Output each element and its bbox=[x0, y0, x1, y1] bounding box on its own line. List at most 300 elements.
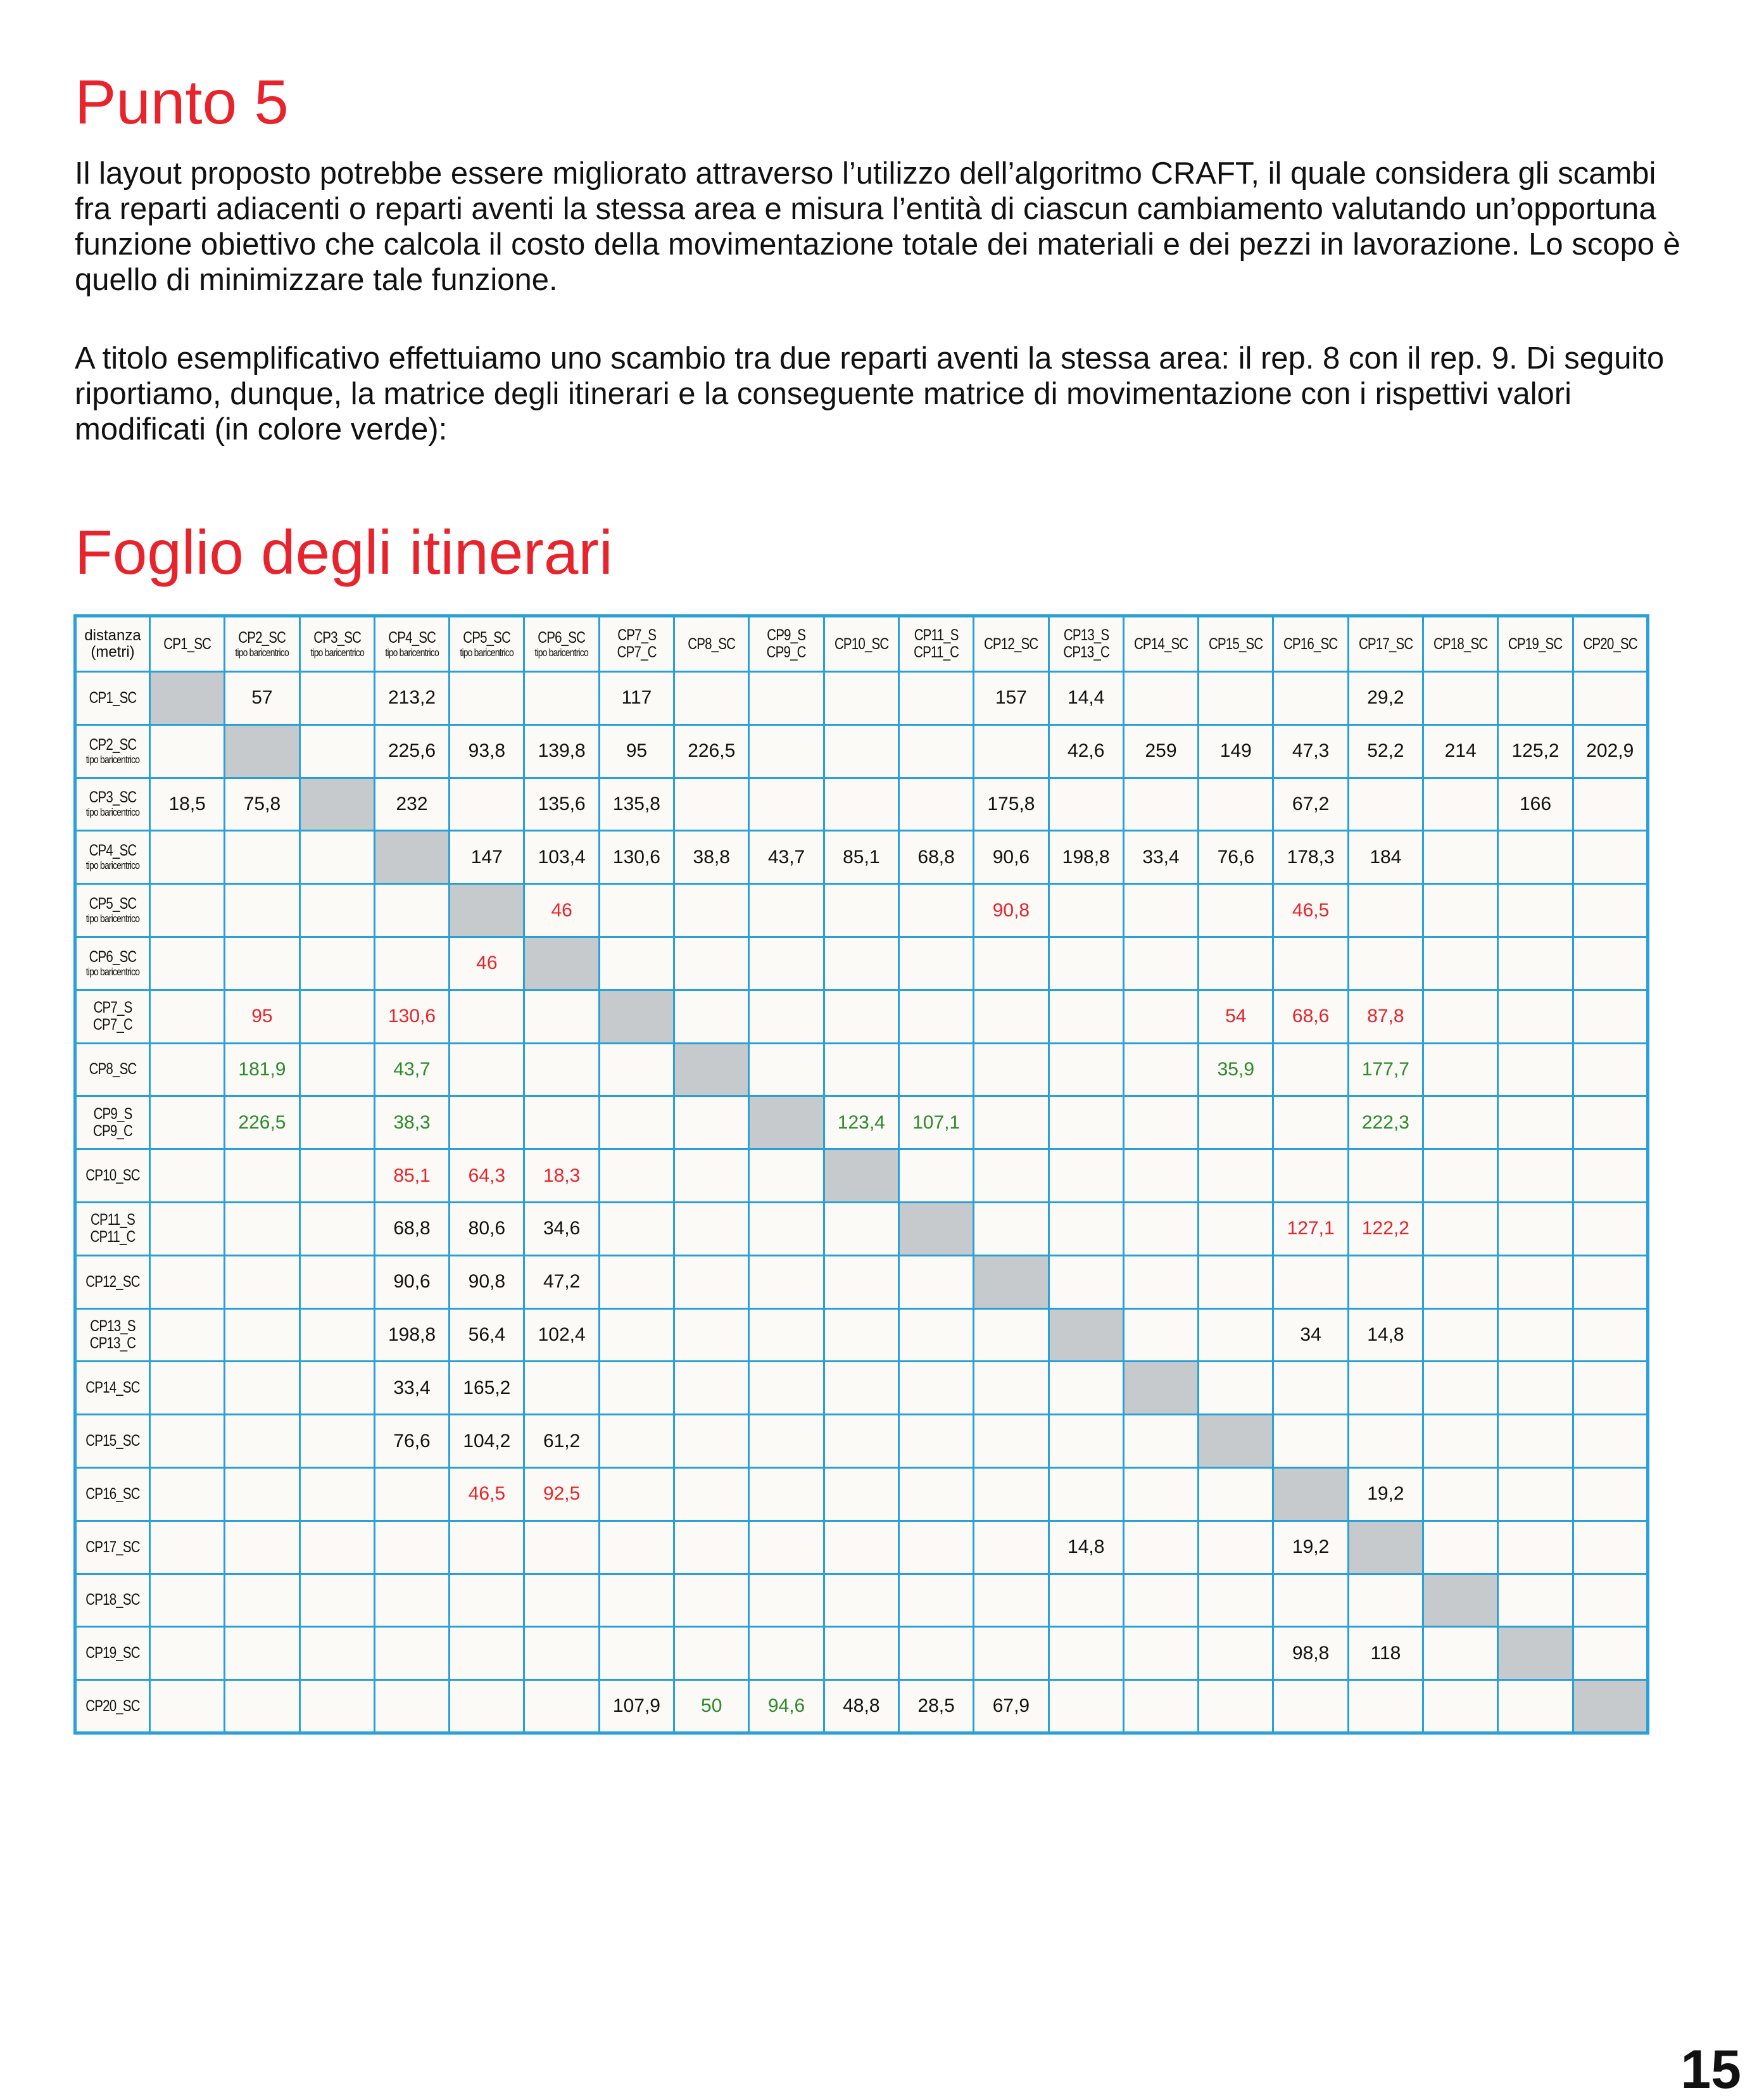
distance-cell bbox=[1049, 1043, 1123, 1096]
distance-cell bbox=[1498, 1362, 1573, 1415]
distance-cell bbox=[1573, 1415, 1647, 1468]
distance-cell: 33,4 bbox=[374, 1362, 449, 1415]
distance-cell: 166 bbox=[1498, 778, 1573, 831]
distance-cell: 46,5 bbox=[450, 1467, 524, 1521]
distance-cell bbox=[225, 937, 299, 990]
distance-cell bbox=[299, 724, 374, 778]
distance-cell: 122,2 bbox=[1348, 1202, 1423, 1255]
distance-cell bbox=[1049, 1096, 1123, 1149]
distance-cell: 38,8 bbox=[674, 831, 749, 884]
distance-cell bbox=[674, 1574, 749, 1627]
distance-cell bbox=[1348, 1574, 1423, 1627]
distance-cell bbox=[1123, 1255, 1198, 1308]
row-header bbox=[75, 1680, 150, 1733]
column-header bbox=[1049, 616, 1123, 672]
heading-punto-5: Punto 5 bbox=[75, 67, 289, 137]
distance-cell bbox=[150, 1308, 225, 1362]
distance-cell: 178,3 bbox=[1273, 831, 1348, 884]
distance-cell bbox=[898, 1308, 973, 1362]
distance-cell bbox=[898, 990, 973, 1043]
distance-cell bbox=[824, 1202, 898, 1255]
distance-cell bbox=[225, 884, 299, 937]
table-header-row bbox=[75, 616, 1648, 672]
distance-cell bbox=[1049, 990, 1123, 1043]
distance-cell bbox=[974, 1574, 1049, 1627]
distance-cell bbox=[150, 1627, 225, 1680]
distance-cell bbox=[150, 1467, 225, 1521]
distance-cell bbox=[1423, 884, 1498, 937]
distance-cell bbox=[1573, 831, 1647, 884]
distance-cell bbox=[299, 884, 374, 937]
distance-cell bbox=[824, 1308, 898, 1362]
distance-cell bbox=[599, 1149, 674, 1203]
row-header bbox=[75, 990, 150, 1043]
distance-cell: 127,1 bbox=[1273, 1202, 1348, 1255]
diagonal-cell bbox=[1573, 1680, 1647, 1733]
distance-cell bbox=[824, 724, 898, 778]
row-header bbox=[75, 1627, 150, 1680]
distance-cell: 54 bbox=[1199, 990, 1273, 1043]
distance-cell bbox=[1423, 1096, 1498, 1149]
distance-cell bbox=[1498, 1096, 1573, 1149]
distance-cell: 35,9 bbox=[1199, 1043, 1273, 1096]
distance-cell bbox=[1273, 1255, 1348, 1308]
distance-cell bbox=[674, 1308, 749, 1362]
table-row bbox=[75, 1308, 1648, 1362]
distance-cell bbox=[824, 1043, 898, 1096]
distance-cell bbox=[1199, 1149, 1273, 1203]
column-header-label: CP3_SC bbox=[313, 628, 361, 647]
table-row bbox=[75, 937, 1648, 990]
distance-cell bbox=[1423, 1415, 1498, 1468]
distance-cell bbox=[1049, 1680, 1123, 1733]
distance-cell bbox=[1273, 937, 1348, 990]
distance-cell bbox=[1423, 990, 1498, 1043]
column-header-label: CP4_SC bbox=[388, 628, 436, 647]
distance-cell bbox=[599, 1362, 674, 1415]
column-header-label: CP7_S bbox=[617, 626, 656, 644]
distance-cell: 107,1 bbox=[898, 1096, 973, 1149]
distance-cell bbox=[150, 1149, 225, 1203]
distance-cell bbox=[1498, 884, 1573, 937]
distance-cell bbox=[824, 1574, 898, 1627]
distance-cell bbox=[1423, 831, 1498, 884]
distance-cell bbox=[824, 1521, 898, 1574]
distance-cell: 46,5 bbox=[1273, 884, 1348, 937]
row-header-label: CP11_S bbox=[91, 1211, 135, 1229]
distance-cell bbox=[749, 990, 824, 1043]
distance-cell bbox=[1423, 1362, 1498, 1415]
distance-cell bbox=[1123, 1096, 1198, 1149]
distance-cell bbox=[450, 1680, 524, 1733]
distance-cell bbox=[974, 1149, 1049, 1203]
distance-cell: 95 bbox=[599, 724, 674, 778]
distance-cell bbox=[974, 1308, 1049, 1362]
distance-cell bbox=[1423, 937, 1498, 990]
table-row bbox=[75, 672, 1648, 725]
distance-cell bbox=[898, 884, 973, 937]
distance-cell: 52,2 bbox=[1348, 724, 1423, 778]
diagonal-cell bbox=[1199, 1415, 1273, 1468]
distance-cell: 98,8 bbox=[1273, 1627, 1348, 1680]
distance-cell bbox=[599, 1043, 674, 1096]
column-header bbox=[1273, 616, 1348, 672]
column-header-sublabel: CP7_C bbox=[617, 643, 657, 661]
distance-cell bbox=[1573, 1043, 1647, 1096]
diagonal-cell bbox=[974, 1255, 1049, 1308]
distance-cell bbox=[374, 937, 449, 990]
distance-cell bbox=[524, 1680, 599, 1733]
distance-cell bbox=[1123, 1043, 1198, 1096]
distance-cell: 43,7 bbox=[374, 1043, 449, 1096]
row-header bbox=[75, 1467, 150, 1521]
distance-cell: 198,8 bbox=[374, 1308, 449, 1362]
distance-cell bbox=[1123, 1149, 1198, 1203]
distance-cell bbox=[150, 1202, 225, 1255]
distance-cell bbox=[1273, 1680, 1348, 1733]
distance-cell: 47,3 bbox=[1273, 724, 1348, 778]
column-header-label: CP15_SC bbox=[1209, 635, 1263, 653]
distance-cell bbox=[225, 1680, 299, 1733]
row-header bbox=[75, 672, 150, 725]
table-row bbox=[75, 990, 1648, 1043]
distance-cell bbox=[898, 1149, 973, 1203]
distance-cell: 67,9 bbox=[974, 1680, 1049, 1733]
distance-cell bbox=[974, 1362, 1049, 1415]
column-header-label: CP2_SC bbox=[238, 628, 286, 647]
distance-cell bbox=[1123, 937, 1198, 990]
distance-cell: 213,2 bbox=[374, 672, 449, 725]
distance-cell: 19,2 bbox=[1273, 1521, 1348, 1574]
distance-cell bbox=[1273, 672, 1348, 725]
column-header-label: CP6_SC bbox=[538, 628, 586, 647]
row-header bbox=[75, 1521, 150, 1574]
distance-cell: 67,2 bbox=[1273, 778, 1348, 831]
distance-cell: 225,6 bbox=[374, 724, 449, 778]
distance-cell bbox=[1199, 937, 1273, 990]
diagonal-cell bbox=[299, 778, 374, 831]
distance-cell: 68,8 bbox=[374, 1202, 449, 1255]
distance-cell bbox=[1199, 1574, 1273, 1627]
distance-cell: 80,6 bbox=[450, 1202, 524, 1255]
distance-cell: 93,8 bbox=[450, 724, 524, 778]
distance-cell: 135,8 bbox=[599, 778, 674, 831]
distance-cell: 29,2 bbox=[1348, 672, 1423, 725]
distance-cell bbox=[1199, 778, 1273, 831]
row-header bbox=[75, 1096, 150, 1149]
distance-cell bbox=[898, 1627, 973, 1680]
distance-cell bbox=[299, 831, 374, 884]
distance-cell bbox=[150, 1096, 225, 1149]
distance-cell bbox=[1423, 1255, 1498, 1308]
distance-cell bbox=[749, 884, 824, 937]
distance-cell bbox=[1573, 884, 1647, 937]
distance-cell bbox=[974, 1202, 1049, 1255]
distance-cell bbox=[150, 1255, 225, 1308]
row-header-sublabel: tipo baricentrico bbox=[85, 965, 140, 978]
row-header bbox=[75, 1202, 150, 1255]
row-header-label: CP7_S bbox=[93, 999, 132, 1017]
distance-cell: 259 bbox=[1123, 724, 1198, 778]
table-corner-cell bbox=[75, 616, 150, 672]
distance-cell bbox=[749, 672, 824, 725]
distance-cell bbox=[450, 778, 524, 831]
distance-cell bbox=[1348, 884, 1423, 937]
column-header bbox=[674, 616, 749, 672]
distance-cell: 47,2 bbox=[524, 1255, 599, 1308]
distance-cell: 102,4 bbox=[524, 1308, 599, 1362]
column-header-label: CP14_SC bbox=[1133, 635, 1188, 653]
row-header-label: CP12_SC bbox=[85, 1272, 140, 1291]
distance-cell: 46 bbox=[450, 937, 524, 990]
distance-cell bbox=[1199, 1627, 1273, 1680]
distance-cell: 214 bbox=[1423, 724, 1498, 778]
table-row bbox=[75, 778, 1648, 831]
distance-cell bbox=[150, 724, 225, 778]
row-header-label: CP9_S bbox=[93, 1104, 132, 1123]
distance-cell bbox=[898, 1043, 973, 1096]
distance-cell: 76,6 bbox=[374, 1415, 449, 1468]
row-header bbox=[75, 937, 150, 990]
distance-cell: 28,5 bbox=[898, 1680, 973, 1733]
row-header-label: CP13_S bbox=[90, 1317, 135, 1335]
distance-cell bbox=[824, 1362, 898, 1415]
distance-cell bbox=[524, 1362, 599, 1415]
distance-cell bbox=[1123, 1202, 1198, 1255]
distance-cell bbox=[1573, 1255, 1647, 1308]
distance-cell bbox=[824, 1467, 898, 1521]
row-header-sublabel: tipo baricentrico bbox=[85, 806, 140, 819]
distance-cell: 118 bbox=[1348, 1627, 1423, 1680]
distance-cell bbox=[599, 1415, 674, 1468]
distance-cell bbox=[599, 1467, 674, 1521]
column-header-label: CP8_SC bbox=[688, 635, 736, 653]
distance-cell: 95 bbox=[225, 990, 299, 1043]
distance-cell: 18,3 bbox=[524, 1149, 599, 1203]
column-header-sublabel: tipo baricentrico bbox=[385, 646, 439, 659]
row-header-label: CP6_SC bbox=[89, 947, 137, 966]
distance-cell bbox=[1573, 990, 1647, 1043]
row-header-sublabel: tipo baricentrico bbox=[85, 859, 140, 872]
distance-cell bbox=[824, 778, 898, 831]
table-row bbox=[75, 1043, 1648, 1096]
column-header bbox=[749, 616, 824, 672]
column-header-label: CP9_S bbox=[767, 626, 806, 644]
column-header bbox=[450, 616, 524, 672]
column-header-label: CP20_SC bbox=[1583, 635, 1637, 653]
table-row bbox=[75, 1627, 1648, 1680]
distance-cell bbox=[1423, 1521, 1498, 1574]
distance-cell bbox=[1049, 1202, 1123, 1255]
distance-cell: 184 bbox=[1348, 831, 1423, 884]
distance-cell bbox=[225, 1149, 299, 1203]
distance-cell bbox=[749, 1255, 824, 1308]
distance-cell bbox=[749, 1202, 824, 1255]
distance-cell: 19,2 bbox=[1348, 1467, 1423, 1521]
diagonal-cell bbox=[898, 1202, 973, 1255]
distance-cell: 76,6 bbox=[1199, 831, 1273, 884]
table-row bbox=[75, 831, 1648, 884]
paragraph-intro: Il layout proposto potrebbe essere migliorato attraverso l’utilizzo dell’algoritmo CRAFT, il quale considera gli scambi fra reparti adiacenti o reparti aventi la stessa area e misura l’entità di ciascun cambiamento valutando un’opportuna funzione obiettivo che calcola il costo della movimentazione totale dei materiali e dei pezzi in lavorazione. Lo scopo è quello di minimizzare tale funzione. bbox=[75, 156, 1680, 297]
distance-cell bbox=[1199, 672, 1273, 725]
distance-cell bbox=[1498, 672, 1573, 725]
distance-cell bbox=[299, 1149, 374, 1203]
distance-cell: 130,6 bbox=[374, 990, 449, 1043]
distance-cell: 85,1 bbox=[824, 831, 898, 884]
distance-cell bbox=[1123, 990, 1198, 1043]
distance-cell bbox=[1573, 1362, 1647, 1415]
distance-cell bbox=[749, 778, 824, 831]
row-header-sublabel: tipo baricentrico bbox=[85, 753, 140, 766]
row-header bbox=[75, 884, 150, 937]
distance-cell bbox=[524, 1043, 599, 1096]
distance-cell bbox=[225, 1521, 299, 1574]
column-header-sublabel: tipo baricentrico bbox=[235, 646, 289, 659]
distance-cell bbox=[225, 1202, 299, 1255]
distance-cell bbox=[1573, 1467, 1647, 1521]
distance-cell bbox=[898, 1467, 973, 1521]
distance-cell bbox=[1573, 1627, 1647, 1680]
distance-cell bbox=[1573, 1308, 1647, 1362]
distance-cell bbox=[824, 1255, 898, 1308]
distance-cell: 165,2 bbox=[450, 1362, 524, 1415]
distance-cell bbox=[824, 672, 898, 725]
distance-cell bbox=[749, 724, 824, 778]
distance-cell: 181,9 bbox=[225, 1043, 299, 1096]
distance-cell bbox=[1273, 1574, 1348, 1627]
distance-cell bbox=[974, 937, 1049, 990]
distance-cell bbox=[150, 831, 225, 884]
distance-cell bbox=[1348, 1362, 1423, 1415]
distance-cell bbox=[1498, 1467, 1573, 1521]
distance-cell bbox=[299, 1574, 374, 1627]
table-row bbox=[75, 1680, 1648, 1733]
distance-cell bbox=[1123, 1521, 1198, 1574]
distance-cell bbox=[599, 937, 674, 990]
distance-cell: 56,4 bbox=[450, 1308, 524, 1362]
distance-cell bbox=[1423, 778, 1498, 831]
column-header bbox=[225, 616, 299, 672]
table-body bbox=[75, 672, 1648, 1733]
distance-cell bbox=[674, 1467, 749, 1521]
row-header bbox=[75, 778, 150, 831]
distance-cell bbox=[1573, 1149, 1647, 1203]
table-row bbox=[75, 1362, 1648, 1415]
distance-cell bbox=[374, 1521, 449, 1574]
distance-cell: 14,4 bbox=[1049, 672, 1123, 725]
distance-cell bbox=[1049, 884, 1123, 937]
column-header bbox=[524, 616, 599, 672]
distance-cell bbox=[974, 1521, 1049, 1574]
distance-cell bbox=[1423, 1149, 1498, 1203]
distance-cell bbox=[1498, 1149, 1573, 1203]
distance-cell bbox=[599, 1521, 674, 1574]
distance-cell bbox=[1348, 1415, 1423, 1468]
distance-cell bbox=[674, 1362, 749, 1415]
row-header-label: CP20_SC bbox=[85, 1697, 140, 1715]
column-header-label: CP17_SC bbox=[1358, 635, 1413, 653]
distance-cell bbox=[150, 1043, 225, 1096]
distance-cell: 149 bbox=[1199, 724, 1273, 778]
page-number: 15 bbox=[1680, 2039, 1741, 2100]
distance-cell bbox=[749, 1574, 824, 1627]
distance-cell bbox=[974, 724, 1049, 778]
distance-cell bbox=[1498, 1308, 1573, 1362]
distance-cell bbox=[1498, 937, 1573, 990]
distance-cell bbox=[1123, 1467, 1198, 1521]
distance-cell bbox=[1123, 884, 1198, 937]
row-header-label: CP5_SC bbox=[89, 895, 137, 913]
distance-cell bbox=[974, 1043, 1049, 1096]
diagonal-cell bbox=[524, 937, 599, 990]
distance-cell bbox=[150, 1574, 225, 1627]
column-header bbox=[599, 616, 674, 672]
distance-cell bbox=[1498, 831, 1573, 884]
corner-label-metri: (metri) bbox=[91, 643, 135, 661]
distance-cell bbox=[1199, 1202, 1273, 1255]
distance-cell bbox=[150, 884, 225, 937]
distance-cell bbox=[1123, 1415, 1198, 1468]
distance-cell bbox=[898, 1521, 973, 1574]
distance-cell bbox=[898, 1574, 973, 1627]
column-header-sublabel: tipo baricentrico bbox=[310, 646, 364, 659]
row-header-label: CP19_SC bbox=[85, 1644, 140, 1662]
distance-cell bbox=[898, 937, 973, 990]
row-header-sublabel: CP7_C bbox=[93, 1016, 132, 1034]
distance-cell bbox=[450, 1043, 524, 1096]
distance-cell bbox=[450, 1096, 524, 1149]
distance-cell bbox=[299, 1255, 374, 1308]
column-header-label: CP12_SC bbox=[984, 635, 1038, 653]
distance-cell bbox=[1199, 1362, 1273, 1415]
row-header-sublabel: CP11_C bbox=[90, 1228, 135, 1246]
itinerary-table bbox=[73, 614, 1649, 1735]
distance-cell: 226,5 bbox=[674, 724, 749, 778]
diagonal-cell bbox=[1273, 1467, 1348, 1521]
distance-cell: 34,6 bbox=[524, 1202, 599, 1255]
distance-cell: 130,6 bbox=[599, 831, 674, 884]
distance-cell bbox=[674, 672, 749, 725]
distance-cell: 33,4 bbox=[1123, 831, 1198, 884]
row-header bbox=[75, 1308, 150, 1362]
diagonal-cell bbox=[1498, 1627, 1573, 1680]
distance-cell bbox=[1199, 1096, 1273, 1149]
column-header-sublabel: tipo baricentrico bbox=[460, 646, 514, 659]
distance-cell bbox=[150, 1362, 225, 1415]
distance-cell bbox=[1498, 1255, 1573, 1308]
distance-cell bbox=[374, 1467, 449, 1521]
distance-cell bbox=[824, 990, 898, 1043]
column-header-label: CP1_SC bbox=[163, 635, 211, 653]
diagonal-cell bbox=[674, 1043, 749, 1096]
distance-cell bbox=[974, 1467, 1049, 1521]
distance-cell bbox=[450, 1627, 524, 1680]
distance-cell bbox=[1199, 1467, 1273, 1521]
distance-cell: 68,8 bbox=[898, 831, 973, 884]
row-header-label: CP16_SC bbox=[85, 1484, 140, 1503]
table-row bbox=[75, 1521, 1648, 1574]
distance-cell: 90,6 bbox=[974, 831, 1049, 884]
row-header-label: CP17_SC bbox=[85, 1538, 140, 1556]
column-header-label: CP18_SC bbox=[1433, 635, 1488, 653]
table-row bbox=[75, 1574, 1648, 1627]
distance-cell: 75,8 bbox=[225, 778, 299, 831]
distance-cell bbox=[974, 1096, 1049, 1149]
distance-cell bbox=[150, 1415, 225, 1468]
distance-cell bbox=[1498, 1415, 1573, 1468]
distance-cell bbox=[374, 884, 449, 937]
distance-cell: 94,6 bbox=[749, 1680, 824, 1733]
